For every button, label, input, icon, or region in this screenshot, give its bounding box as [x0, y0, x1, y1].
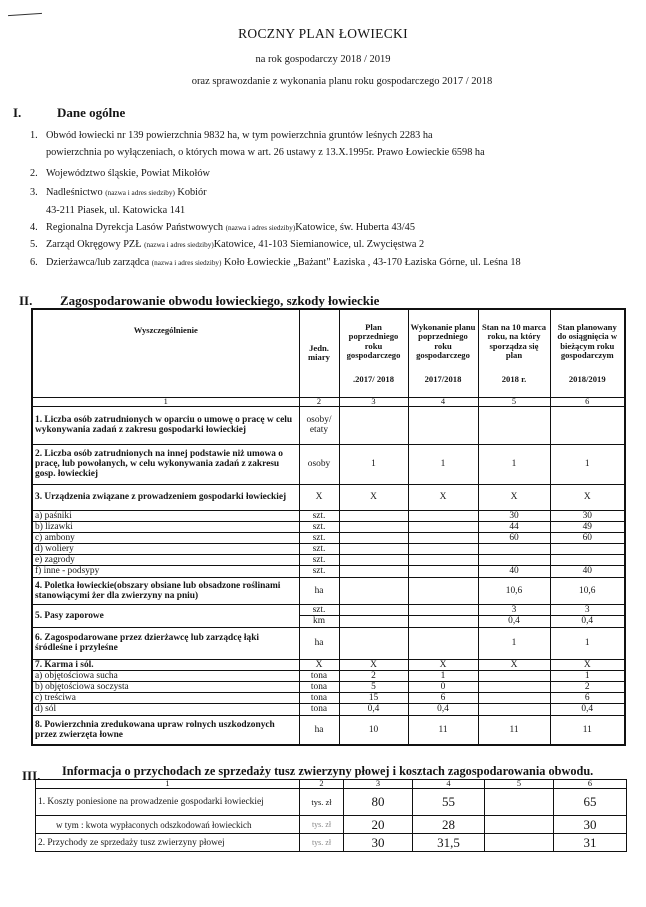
row-unit: X	[299, 484, 339, 510]
row-value: 40	[550, 565, 625, 577]
row-value	[408, 543, 478, 554]
row-unit: km	[299, 615, 339, 627]
general-item-6	[30, 257, 521, 268]
row-unit: tys. zł	[300, 834, 344, 852]
row-value	[339, 604, 408, 615]
row-value: 1	[339, 444, 408, 484]
table-row	[32, 510, 625, 521]
row-label: 1. Liczba osób zatrudnionych w oparciu o umowę o pracę w celu wykonywania zadań z zakresu gospodarki łowieckiej	[32, 406, 299, 444]
row-label: 2. Liczba osób zatrudnionych na innej podstawie niż umowa o pracę, lub powołanych, w celu wykonywania zadań z zakresu gosp. łowieckiej	[32, 444, 299, 484]
table-row	[32, 406, 625, 444]
row-label: c) ambony	[32, 532, 299, 543]
row-unit: tona	[299, 670, 339, 681]
item-number: 1.	[30, 130, 38, 141]
row-value: 11	[478, 715, 550, 745]
row-unit: szt.	[299, 510, 339, 521]
row-label: 2. Przychody ze sprzedaży tusz zwierzyny płowej	[36, 834, 300, 852]
header-exec-prev-label: Wykonanie planu poprzedniego roku gospodarczego	[410, 321, 476, 360]
header-description: Wyszczególnienie	[32, 309, 299, 397]
row-value	[408, 554, 478, 565]
index-cell: 1	[36, 780, 300, 789]
header-state-march	[478, 309, 550, 397]
row-value: 30	[344, 834, 413, 852]
table-row	[32, 670, 625, 681]
row-value: 30	[478, 510, 550, 521]
row-value: 0,4	[550, 703, 625, 715]
row-value	[408, 510, 478, 521]
row-label: d) woliery	[32, 543, 299, 554]
index-cell: 5	[478, 397, 550, 406]
item-text: powierzchnia po wyłączeniach, o których mowa w art. 26 ustawy z 13.X.1995r. Prawo Łowieckie 6598 ha	[46, 147, 485, 158]
index-cell: 1	[32, 397, 299, 406]
table-row	[32, 444, 625, 484]
header-exec-prev-year: 2017/2018	[424, 373, 462, 384]
row-value	[408, 406, 478, 444]
item-after: Kobiór	[174, 187, 207, 198]
row-value: X	[550, 484, 625, 510]
row-label: 6. Zagospodarowane przez dzierżawcę lub zarządcę łąki śródleśne i przyleśne	[32, 627, 299, 659]
row-value	[408, 577, 478, 604]
item-after: Katowice, 41-103 Siemianowice, ul. Zwycięstwa 2	[213, 239, 425, 250]
row-value	[408, 615, 478, 627]
row-value: 49	[550, 521, 625, 532]
row-value: 0,4	[339, 703, 408, 715]
index-cell: 6	[550, 397, 625, 406]
item-text: Regionalna Dyrekcja Lasów Państwowych	[46, 222, 224, 233]
row-value: X	[339, 659, 408, 670]
row-value: 1	[478, 444, 550, 484]
income-table	[35, 779, 627, 852]
row-value	[550, 554, 625, 565]
row-label: w tym : kwota wypłaconych odszkodowań łowieckich	[36, 816, 300, 834]
row-unit: osoby/ etaty	[299, 406, 339, 444]
item-text: Dzierżawca/lub zarządca	[46, 257, 150, 268]
section-1-title: Dane ogólne	[57, 105, 126, 120]
index-row	[36, 780, 627, 789]
index-cell: 2	[300, 780, 344, 789]
report-line: oraz sprawozdanie z wykonania planu roku gospodarczego 2017 / 2018	[191, 76, 493, 87]
row-unit: szt.	[299, 521, 339, 532]
row-value: 30	[550, 510, 625, 521]
row-value	[339, 627, 408, 659]
row-value	[478, 681, 550, 692]
table-row	[36, 816, 627, 834]
item-text: Województwo śląskie, Powiat Mikołów	[46, 168, 210, 179]
item-note: (nazwa i adres siedziby)	[151, 259, 222, 267]
row-unit: ha	[299, 715, 339, 745]
row-value: 60	[550, 532, 625, 543]
row-unit: tona	[299, 692, 339, 703]
row-label: f) inne - podsypy	[32, 565, 299, 577]
row-unit: szt.	[299, 565, 339, 577]
row-label: 3. Urządzenia związane z prowadzeniem gospodarki łowieckiej	[32, 484, 299, 510]
header-plan-prev-year: .2017/ 2018	[352, 373, 395, 384]
document-title: ROCZNY PLAN ŁOWIECKI	[238, 26, 408, 41]
item-number: 6.	[30, 257, 38, 268]
item-after: Katowice, św. Huberta 43/45	[295, 222, 415, 233]
row-value	[550, 543, 625, 554]
row-value	[339, 615, 408, 627]
header-state-march-label: Stan na 10 marca roku, na który sporządza się plan	[481, 321, 547, 360]
header-plan-prev	[339, 309, 408, 397]
row-value	[478, 670, 550, 681]
table-row	[32, 692, 625, 703]
table-row	[32, 715, 625, 745]
table-row	[32, 484, 625, 510]
row-value: 10	[339, 715, 408, 745]
row-value	[339, 406, 408, 444]
row-label: c) treściwa	[32, 692, 299, 703]
table-row	[32, 681, 625, 692]
row-unit: szt.	[299, 543, 339, 554]
row-value	[478, 543, 550, 554]
general-item-3b	[46, 205, 185, 216]
row-value: 1	[550, 627, 625, 659]
item-text: Obwód łowiecki nr 139 powierzchnia 9832 ha, w tym powierzchnia gruntów leśnych 2283 ha	[46, 130, 433, 141]
row-value	[339, 532, 408, 543]
management-table	[31, 308, 626, 746]
table-row	[32, 604, 625, 615]
row-value: 6	[550, 692, 625, 703]
general-item-1b	[46, 147, 485, 158]
section-3-title: Informacja o przychodach ze sprzedaży tusz zwierzyny płowej i kosztach zagospodarowania obwodu.	[62, 764, 594, 778]
row-value: 11	[550, 715, 625, 745]
row-label: e) zagrody	[32, 554, 299, 565]
table-row	[32, 543, 625, 554]
general-item-2	[30, 168, 210, 179]
row-value: X	[478, 484, 550, 510]
row-value: 0	[408, 681, 478, 692]
row-value: 60	[478, 532, 550, 543]
row-value: X	[478, 659, 550, 670]
row-value: 28	[413, 816, 485, 834]
general-item-3	[30, 187, 207, 198]
row-unit: szt.	[299, 554, 339, 565]
section-2-title: Zagospodarowanie obwodu łowieckiego, szkody łowieckie	[60, 293, 380, 308]
row-value: 11	[408, 715, 478, 745]
general-item-4	[30, 222, 415, 233]
row-value	[339, 521, 408, 532]
row-value: 30	[554, 816, 627, 834]
item-text: Zarząd Okręgowy PZŁ	[46, 239, 142, 250]
row-value: 1	[408, 670, 478, 681]
table-row	[32, 521, 625, 532]
row-value	[339, 554, 408, 565]
row-label: a) paśniki	[32, 510, 299, 521]
item-number: 2.	[30, 168, 38, 179]
row-value: X	[408, 659, 478, 670]
table-row	[32, 703, 625, 715]
row-value	[478, 554, 550, 565]
row-value: 6	[408, 692, 478, 703]
general-item-5	[30, 239, 424, 250]
table-row	[32, 659, 625, 670]
row-value: 20	[344, 816, 413, 834]
corner-mark	[8, 13, 42, 16]
row-unit: szt.	[299, 604, 339, 615]
row-label: 8. Powierzchnia zredukowana upraw rolnych uszkodzonych przez zwierzęta łowne	[32, 715, 299, 745]
row-value: 0,4	[478, 615, 550, 627]
table-row	[32, 577, 625, 604]
header-state-planned	[550, 309, 625, 397]
row-value: 2	[550, 681, 625, 692]
row-label: d) sól	[32, 703, 299, 715]
row-value: 80	[344, 789, 413, 816]
row-value	[408, 521, 478, 532]
row-value	[408, 604, 478, 615]
row-unit: ha	[299, 627, 339, 659]
item-note: (nazwa i adres siedziby)	[225, 224, 296, 232]
header-state-march-year: 2018 r.	[501, 373, 527, 384]
row-value: 3	[478, 604, 550, 615]
row-value	[478, 406, 550, 444]
index-cell: 5	[485, 780, 554, 789]
row-value	[478, 703, 550, 715]
index-cell: 2	[299, 397, 339, 406]
index-cell: 4	[413, 780, 485, 789]
row-label: 1. Koszty poniesione na prowadzenie gospodarki łowieckiej	[36, 789, 300, 816]
general-item-1	[30, 130, 433, 141]
header-unit: Jedn. miary	[299, 309, 339, 397]
document-subtitle: na rok gospodarczy 2018 / 2019	[255, 54, 391, 65]
row-label: a) objętościowa sucha	[32, 670, 299, 681]
header-state-planned-label: Stan planowany do osiągnięcia w bieżącym roku gospodarczym	[557, 321, 618, 360]
row-value: 1	[550, 444, 625, 484]
row-value: 44	[478, 521, 550, 532]
row-value	[485, 789, 554, 816]
row-value	[485, 834, 554, 852]
index-row	[32, 397, 625, 406]
item-number: 3.	[30, 187, 38, 198]
table-row	[36, 834, 627, 852]
row-label: b) objętościowa soczysta	[32, 681, 299, 692]
row-unit: tona	[299, 681, 339, 692]
row-value: 1	[550, 670, 625, 681]
table-row	[32, 554, 625, 565]
row-value: 5	[339, 681, 408, 692]
row-value	[485, 816, 554, 834]
table-row	[32, 627, 625, 659]
row-value: 0,4	[550, 615, 625, 627]
row-value: 40	[478, 565, 550, 577]
table-row	[32, 565, 625, 577]
table-row	[36, 789, 627, 816]
row-value: 31	[554, 834, 627, 852]
row-value	[408, 565, 478, 577]
index-cell: 6	[554, 780, 627, 789]
section-1-number: I.	[13, 105, 22, 120]
row-value	[339, 565, 408, 577]
row-unit: X	[299, 659, 339, 670]
item-after: Koło Łowieckie „Bażant" Łaziska , 43-170 Łaziska Górne, ul. Leśna 18	[221, 257, 521, 268]
row-value: 10,6	[550, 577, 625, 604]
index-cell: 3	[339, 397, 408, 406]
row-value: 10,6	[478, 577, 550, 604]
row-value	[339, 510, 408, 521]
row-unit: tona	[299, 703, 339, 715]
row-value	[408, 532, 478, 543]
item-note: (nazwa i adres siedziby)	[144, 241, 214, 249]
row-unit: osoby	[299, 444, 339, 484]
row-value	[339, 577, 408, 604]
row-label: 7. Karma i sól.	[32, 659, 299, 670]
row-value: 3	[550, 604, 625, 615]
row-value	[339, 543, 408, 554]
header-exec-prev	[408, 309, 478, 397]
index-cell: 4	[408, 397, 478, 406]
index-cell: 3	[344, 780, 413, 789]
item-text: 43-211 Piasek, ul. Katowicka 141	[46, 205, 186, 216]
table-row	[32, 532, 625, 543]
section-2-number: II.	[19, 293, 33, 308]
header-state-planned-year: 2018/2019	[568, 373, 606, 384]
row-value: X	[408, 484, 478, 510]
row-value: 55	[413, 789, 485, 816]
header-plan-prev-label: Plan poprzedniego roku gospodarczego	[346, 321, 401, 360]
item-number: 4.	[30, 222, 38, 233]
row-label: 4. Poletka łowieckie(obszary obsiane lub obsadzone roślinami stanowiącymi żer dla zwierzyny na pniu)	[32, 577, 299, 604]
row-unit: szt.	[299, 532, 339, 543]
row-value: 1	[408, 444, 478, 484]
row-value: 1	[478, 627, 550, 659]
row-label: 5. Pasy zaporowe	[32, 604, 299, 627]
row-value: 0,4	[408, 703, 478, 715]
row-value: 2	[339, 670, 408, 681]
row-value: X	[339, 484, 408, 510]
row-unit: tys. zł	[300, 789, 344, 816]
row-value: X	[550, 659, 625, 670]
header-row	[32, 309, 625, 397]
item-number: 5.	[30, 239, 38, 250]
row-label: b) lizawki	[32, 521, 299, 532]
row-value: 31,5	[413, 834, 485, 852]
section-3-number: III.	[22, 768, 41, 783]
row-value	[550, 406, 625, 444]
item-note: (nazwa i adres siedziby)	[105, 189, 175, 197]
row-value	[408, 627, 478, 659]
row-value: 65	[554, 789, 627, 816]
row-unit: ha	[299, 577, 339, 604]
row-value	[478, 692, 550, 703]
item-text: Nadleśnictwo	[46, 187, 103, 198]
row-unit: tys. zł	[300, 816, 344, 834]
row-value: 15	[339, 692, 408, 703]
